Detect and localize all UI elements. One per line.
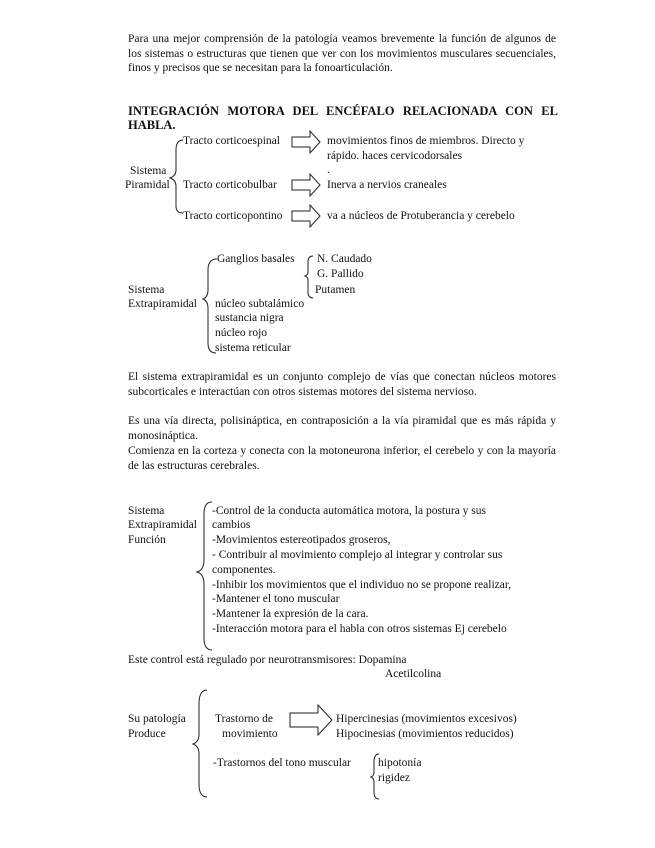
desc-paragraph-1: El sistema extrapiramidal es un conjunto complejo de vías que conectan núcleos motores subcorticales e interactúan con otros sistemas motores del sistema nervioso. — [128, 371, 556, 398]
sistema-reticular: sistema reticular — [215, 342, 291, 354]
hipotonia: hipotonía — [378, 757, 422, 769]
funcion-label-1: Sistema — [128, 505, 165, 517]
nucleo-subtalamico: núcleo subtalámico — [215, 298, 305, 310]
desc-paragraph-2: Es una vía directa, polisináptica, en contraposición a la vía piramidal que es más rápida y monosináptica. — [128, 415, 556, 442]
trastornos-tono: -Trastornos del tono muscular — [213, 757, 351, 769]
result-3: va a núcleos de Protuberancia y cerebelo — [327, 210, 515, 222]
funcion-label-3: Función — [128, 534, 166, 546]
result-1c: . — [327, 164, 330, 176]
control-line: Este control está regulado por neurotransmisores: Dopamina — [128, 654, 407, 666]
arrow-1 — [292, 131, 320, 153]
result-1b: rápido. haces cervicodorsales — [327, 150, 463, 162]
tract-corticobulbar: Tracto corticobulbar — [183, 179, 277, 191]
piramidal-brace — [170, 140, 183, 213]
funcion-item: -Inhibir los movimientos que el individuo no se propone realizar, — [212, 579, 512, 591]
funcion-label-2: Extrapiramidal — [128, 519, 197, 531]
arrow-patologia — [290, 705, 332, 735]
piramidal-label-2: Piramidal — [125, 179, 170, 191]
rigidez: rigidez — [378, 772, 410, 784]
patologia-label-2: Produce — [128, 728, 166, 740]
arrow-3 — [292, 205, 320, 227]
funcion-item: -Mantener la expresión de la cara. — [212, 608, 369, 620]
funcion-item: cambios — [212, 519, 251, 531]
ganglios-brace — [305, 256, 313, 298]
hipercinesias: Hipercinesias (movimientos excesivos) — [336, 713, 517, 725]
funcion-item: -Interacción motora para el habla con otros sistemas Ej cerebelo — [212, 623, 507, 635]
tract-corticoespinal: Tracto corticoespinal — [183, 135, 280, 147]
extrapiramidal-label-2: Extrapiramidal — [128, 298, 197, 310]
ganglios-basales: Ganglios basales — [217, 253, 295, 265]
tract-corticopontino: Tracto corticopontino — [183, 210, 283, 222]
control-acetilcolina: Acetilcolina — [385, 668, 442, 680]
result-1a: movimientos finos de miembros. Directo y — [327, 135, 525, 147]
funcion-brace — [197, 502, 212, 650]
nucleo-rojo: núcleo rojo — [215, 327, 268, 339]
patologia-label-1: Su patología — [128, 713, 186, 725]
nucleo-caudado: N. Caudado — [317, 253, 372, 265]
result-2: Inerva a nervios craneales — [327, 179, 447, 191]
putamen: Putamen — [315, 284, 356, 296]
trastorno-movimiento-2: movimiento — [222, 728, 278, 740]
extrapiramidal-label-1: Sistema — [128, 284, 165, 296]
desc-paragraph-3: Comienza en la corteza y conecta con la motoneurona inferior, el cerebelo y con la mayoría de las estructuras cerebrales. — [128, 445, 556, 472]
hipocinesias: Hipocinesias (movimientos reducidos) — [336, 728, 514, 740]
funcion-item: -Control de la conducta automática motora, la postura y sus — [212, 505, 487, 517]
funcion-item: - Contribuir al movimiento complejo al integrar y controlar sus — [212, 549, 503, 561]
arrow-2 — [292, 174, 320, 196]
section-heading: INTEGRACIÓN MOTORA DEL ENCÉFALO RELACIONADA CON EL HABLA. — [128, 104, 558, 132]
funcion-item: -Movimientos estereotipados groseros, — [212, 534, 391, 546]
piramidal-label-1: Sistema — [130, 165, 167, 177]
trastorno-movimiento-1: Trastorno de — [215, 713, 274, 725]
funcion-item: componentes. — [212, 564, 276, 576]
funcion-item: -Mantener el tono muscular — [212, 593, 340, 605]
intro-paragraph: Para una mejor comprensión de la patología veamos brevemente la función de algunos de los sistemas o estructuras que tienen que ver con los movimientos musculares secuenciales, finos y precisos que se necesitan para la fonoarticulación. — [128, 33, 556, 74]
patologia-brace — [193, 690, 207, 797]
globo-palido: G. Pallido — [317, 268, 364, 280]
sustancia-nigra: sustancia nigra — [215, 312, 284, 324]
